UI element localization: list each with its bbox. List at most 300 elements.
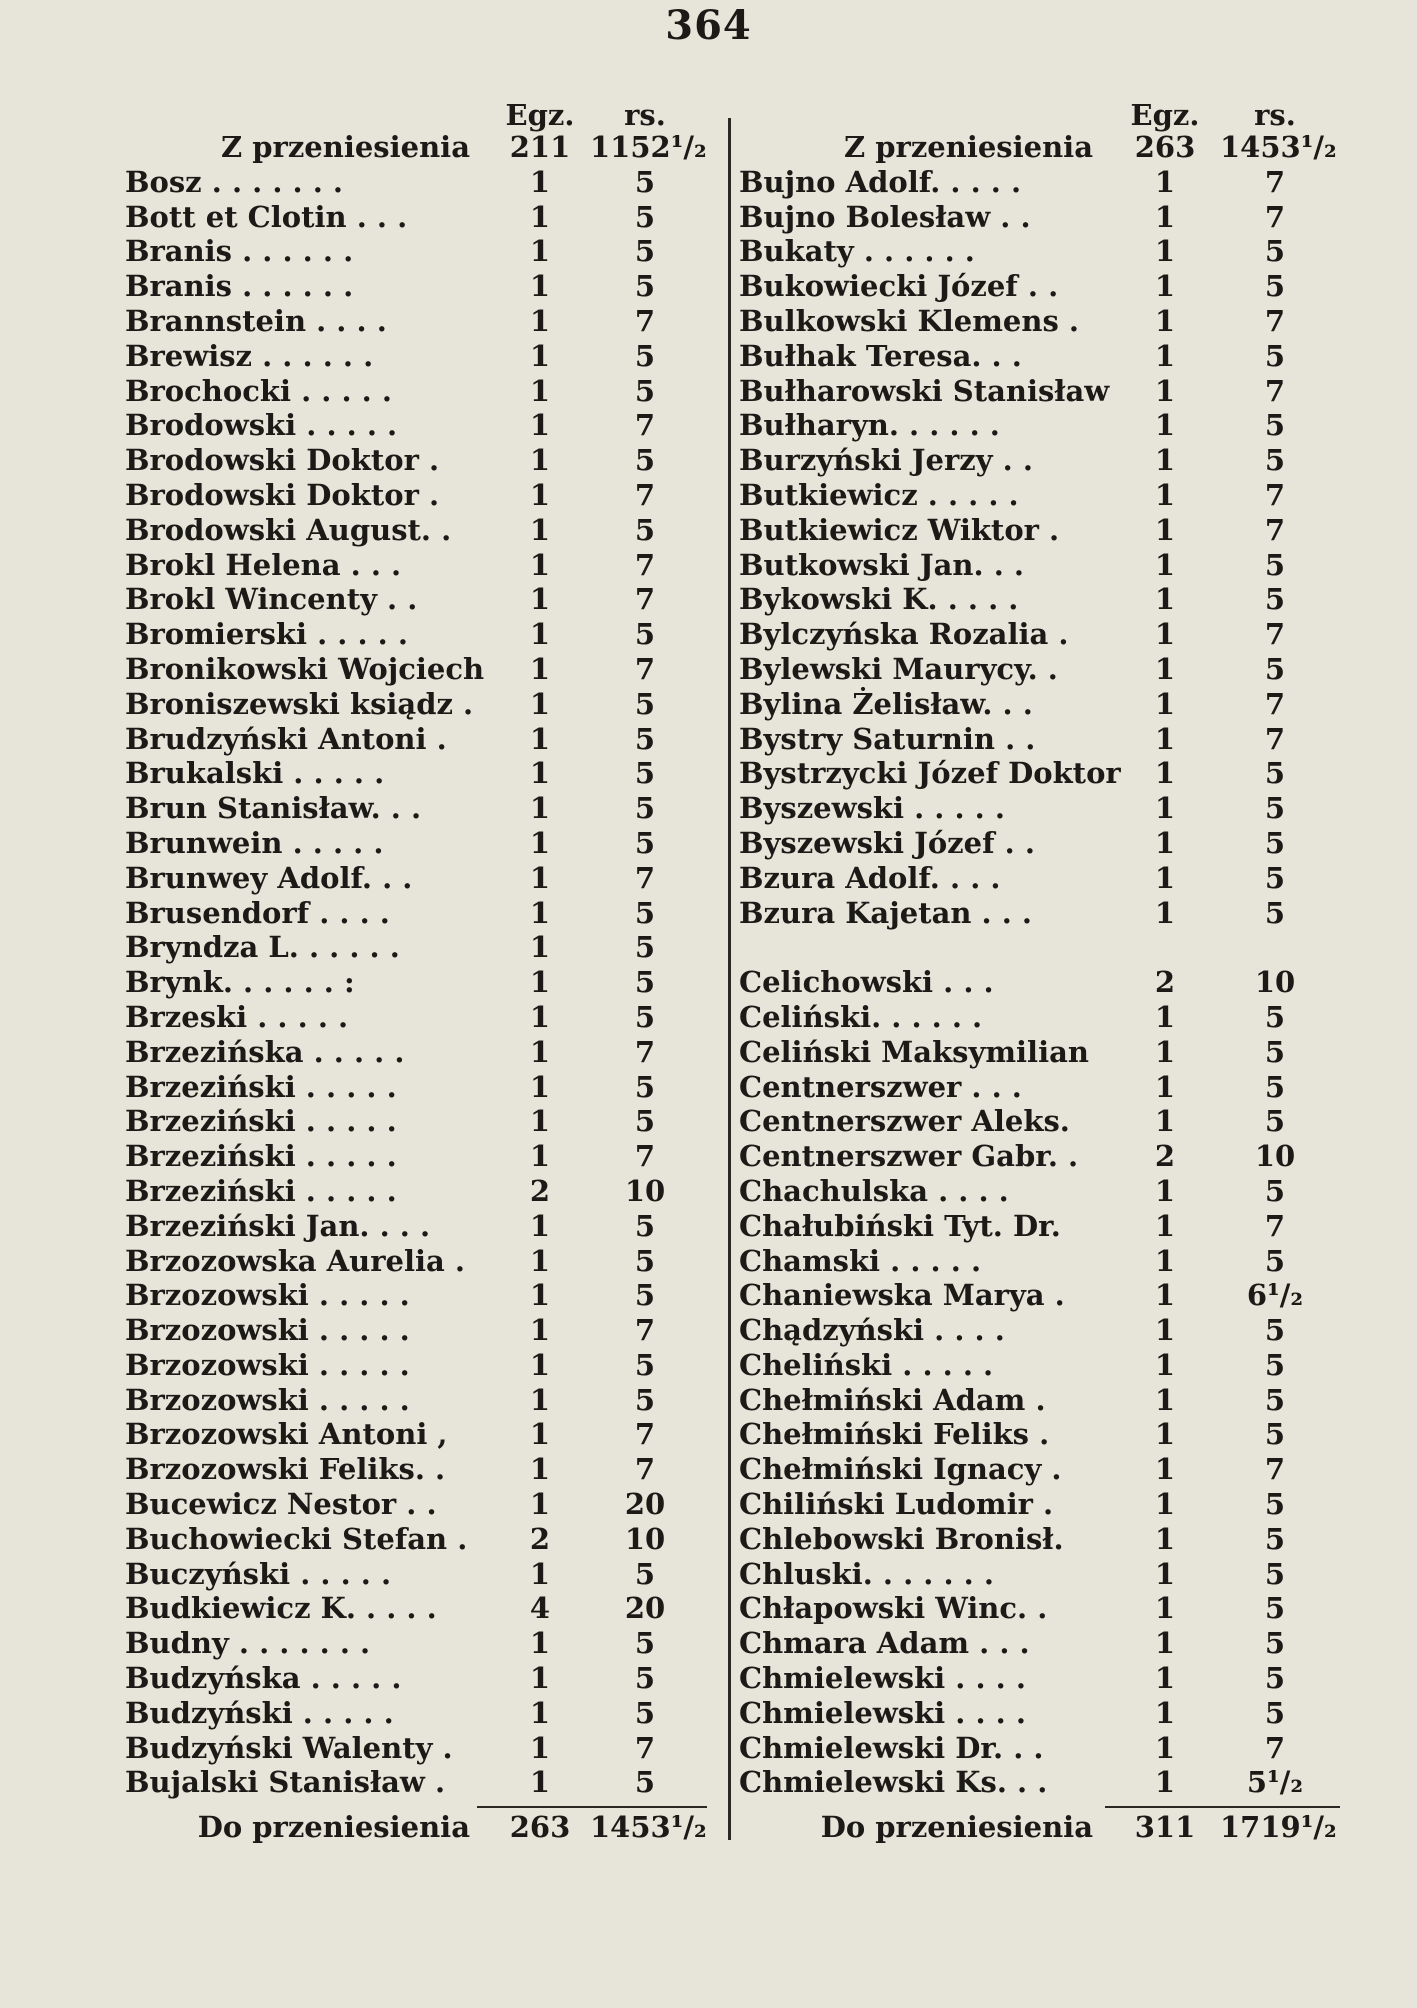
amount-rubles: 5 xyxy=(634,373,656,408)
copies-count: 1 xyxy=(1154,1173,1176,1208)
copies-count: 4 xyxy=(529,1591,551,1626)
subscriber-name: Bułharyn. . . . . . xyxy=(739,408,1000,443)
carry-in-row xyxy=(105,130,735,165)
amount-rubles: 5 xyxy=(1264,1556,1286,1591)
copies-count: 1 xyxy=(1154,651,1176,686)
subscriber-row xyxy=(105,374,735,409)
subscriber-row xyxy=(735,1174,1365,1209)
amount-rubles: 5 xyxy=(1264,1695,1286,1730)
amount-rubles: 5 xyxy=(1264,338,1286,373)
subscriber-row xyxy=(105,617,735,652)
subscriber-name: Brannstein . . . . xyxy=(125,303,387,338)
amount-rubles: 7 xyxy=(1264,617,1286,652)
subscriber-row xyxy=(105,1278,735,1313)
copies-count: 1 xyxy=(529,1695,551,1730)
subscriber-name: Chamski . . . . . xyxy=(739,1243,982,1278)
subscriber-row xyxy=(735,1522,1365,1557)
amount-rubles: 5 xyxy=(634,895,656,930)
copies-count: 1 xyxy=(1154,443,1176,478)
subscriber-name: Bosz . . . . . . . xyxy=(125,164,343,199)
subscriber-name: Brodowski Doktor . xyxy=(125,477,440,512)
total-rule xyxy=(1105,1806,1340,1808)
subscriber-row xyxy=(105,1452,735,1487)
copies-count: 1 xyxy=(1154,1521,1176,1556)
subscriber-row xyxy=(105,1174,735,1209)
subscriber-row xyxy=(105,478,735,513)
copies-count: 1 xyxy=(529,1556,551,1591)
copies-count: 1 xyxy=(1154,860,1176,895)
subscriber-name: Bukowiecki Józef . . xyxy=(739,269,1059,304)
copies-count: 1 xyxy=(529,1069,551,1104)
copies-count: 1 xyxy=(1154,791,1176,826)
copies-count: 1 xyxy=(1154,825,1176,860)
copies-count: 1 xyxy=(529,443,551,478)
subscriber-name: Brzeziński . . . . . xyxy=(125,1069,397,1104)
copies-count: 1 xyxy=(529,651,551,686)
total-rule xyxy=(477,1806,707,1808)
subscriber-name: Budny . . . . . . . xyxy=(125,1626,371,1661)
copies-count: 1 xyxy=(529,1104,551,1139)
subscriber-row xyxy=(735,304,1365,339)
amount-rubles: 5 xyxy=(1264,1626,1286,1661)
subscriber-name: Butkiewicz Wiktor . xyxy=(739,512,1060,547)
subscriber-row xyxy=(735,1557,1365,1592)
subscriber-row xyxy=(735,617,1365,652)
amount-rubles: 7 xyxy=(1264,164,1286,199)
amount-rubles: 7 xyxy=(1264,373,1286,408)
amount-rubles: 6¹/₂ xyxy=(1246,1278,1304,1313)
amount-rubles: 7 xyxy=(634,547,656,582)
amount-rubles: 20 xyxy=(624,1487,666,1522)
carry-in-egz: 211 xyxy=(509,130,571,164)
subscriber-name: Chmielewski . . . . xyxy=(739,1661,1026,1696)
subscriber-name: Bułhak Teresa. . . xyxy=(739,338,1022,373)
amount-rubles: 5 xyxy=(634,1104,656,1139)
subscriber-row xyxy=(735,1000,1365,1035)
copies-count: 1 xyxy=(529,1243,551,1278)
subscriber-row xyxy=(735,582,1365,617)
copies-count: 1 xyxy=(529,860,551,895)
subscriber-name: Buczyński . . . . . xyxy=(125,1556,392,1591)
amount-rubles: 5 xyxy=(1264,1104,1286,1139)
subscriber-name: Budkiewicz K. . . . . xyxy=(125,1591,437,1626)
amount-rubles: 7 xyxy=(1264,1208,1286,1243)
subscriber-row xyxy=(105,1557,735,1592)
amount-rubles: 5 xyxy=(634,791,656,826)
copies-count: 1 xyxy=(529,303,551,338)
subscriber-row xyxy=(735,269,1365,304)
amount-rubles: 5 xyxy=(1264,825,1286,860)
subscriber-row xyxy=(735,1104,1365,1139)
amount-rubles: 5 xyxy=(634,338,656,373)
subscriber-name: Budzyński Walenty . xyxy=(125,1730,453,1765)
column-header xyxy=(105,100,735,130)
subscriber-name: Burzyński Jerzy . . xyxy=(739,443,1033,478)
copies-count: 2 xyxy=(1154,965,1176,1000)
carry-in-rs: 1453¹/₂ xyxy=(1220,130,1337,164)
subscriber-name: Bzura Adolf. . . . xyxy=(739,860,1001,895)
subscriber-row xyxy=(105,1139,735,1174)
subscriber-row xyxy=(735,756,1365,791)
copies-count: 1 xyxy=(529,930,551,965)
subscriber-row xyxy=(735,408,1365,443)
subscriber-name: Bystry Saturnin . . xyxy=(739,721,1036,756)
subscriber-name: Bujno Adolf. . . . . xyxy=(739,164,1022,199)
subscriber-row xyxy=(105,1626,735,1661)
subscriber-row xyxy=(735,1626,1365,1661)
subscriber-row xyxy=(105,652,735,687)
copies-count: 1 xyxy=(1154,1104,1176,1139)
subscriber-row xyxy=(105,1661,735,1696)
subscriber-row xyxy=(735,1209,1365,1244)
subscriber-row xyxy=(735,165,1365,200)
subscriber-row xyxy=(735,1487,1365,1522)
copies-count: 1 xyxy=(529,1313,551,1348)
copies-count: 1 xyxy=(529,895,551,930)
copies-count: 1 xyxy=(529,408,551,443)
subscriber-row xyxy=(105,965,735,1000)
copies-count: 2 xyxy=(1154,1139,1176,1174)
amount-rubles: 5 xyxy=(1264,1173,1286,1208)
subscriber-row xyxy=(105,687,735,722)
copies-count: 1 xyxy=(1154,756,1176,791)
amount-rubles: 5 xyxy=(1264,408,1286,443)
subscriber-name: Chmara Adam . . . xyxy=(739,1626,1030,1661)
amount-rubles: 5 xyxy=(634,1278,656,1313)
amount-rubles: 10 xyxy=(1254,965,1296,1000)
amount-rubles: 7 xyxy=(634,1730,656,1765)
copies-count: 1 xyxy=(1154,338,1176,373)
carry-out-egz: 263 xyxy=(509,1810,571,1845)
amount-rubles: 7 xyxy=(1264,1452,1286,1487)
subscriber-name: Brzozowski . . . . . xyxy=(125,1347,410,1382)
copies-count: 1 xyxy=(529,617,551,652)
amount-rubles: 7 xyxy=(634,651,656,686)
subscriber-name: Centnerszwer . . . xyxy=(739,1069,1022,1104)
subscriber-name: Budzyńska . . . . . xyxy=(125,1661,402,1696)
amount-rubles: 5 xyxy=(1264,1347,1286,1382)
copies-count: 1 xyxy=(1154,1382,1176,1417)
amount-rubles: 7 xyxy=(1264,721,1286,756)
amount-rubles: 5 xyxy=(634,269,656,304)
subscriber-row xyxy=(735,513,1365,548)
amount-rubles: 7 xyxy=(1264,512,1286,547)
amount-rubles: 5 xyxy=(634,512,656,547)
subscriber-name: Chełmiński Adam . xyxy=(739,1382,1046,1417)
copies-count: 1 xyxy=(1154,199,1176,234)
rs-header: rs. xyxy=(624,98,666,132)
subscriber-row xyxy=(735,930,1365,965)
subscriber-name: Chluski. . . . . . . xyxy=(739,1556,994,1591)
subscriber-row xyxy=(735,200,1365,235)
subscriber-name: Bułharowski Stanisław xyxy=(739,373,1110,408)
subscriber-row xyxy=(105,1731,735,1766)
carry-out-rs: 1719¹/₂ xyxy=(1220,1810,1337,1845)
subscriber-name: Brzozowski . . . . . xyxy=(125,1278,410,1313)
amount-rubles: 7 xyxy=(634,582,656,617)
amount-rubles: 5 xyxy=(1264,269,1286,304)
subscriber-row xyxy=(105,722,735,757)
copies-count: 1 xyxy=(529,1452,551,1487)
copies-count: 1 xyxy=(529,477,551,512)
amount-rubles: 5 xyxy=(634,1347,656,1382)
subscriber-row xyxy=(735,1348,1365,1383)
carry-in-row xyxy=(735,130,1365,165)
carry-out-egz: 311 xyxy=(1134,1810,1196,1845)
subscriber-name: Celiński Maksymilian xyxy=(739,1034,1089,1069)
subscriber-name: Budzyński . . . . . xyxy=(125,1695,394,1730)
copies-count: 1 xyxy=(529,1208,551,1243)
copies-count: 1 xyxy=(529,199,551,234)
copies-count: 1 xyxy=(529,1417,551,1452)
subscriber-name: Brudzyński Antoni . xyxy=(125,721,447,756)
subscriber-name: Chaniewska Marya . xyxy=(739,1278,1065,1313)
subscriber-row xyxy=(735,896,1365,931)
subscriber-name: Chiliński Ludomir . xyxy=(739,1487,1054,1522)
subscriber-name: Brzeziński . . . . . xyxy=(125,1104,397,1139)
subscriber-row xyxy=(735,374,1365,409)
amount-rubles: 7 xyxy=(634,1139,656,1174)
copies-count: 1 xyxy=(1154,1243,1176,1278)
copies-count: 1 xyxy=(529,721,551,756)
amount-rubles: 5 xyxy=(1264,1313,1286,1348)
amount-rubles: 5 xyxy=(1264,895,1286,930)
amount-rubles: 5 xyxy=(1264,791,1286,826)
amount-rubles: 20 xyxy=(624,1591,666,1626)
copies-count: 1 xyxy=(1154,1661,1176,1696)
subscriber-row xyxy=(105,1696,735,1731)
subscriber-row xyxy=(735,548,1365,583)
amount-rubles: 5 xyxy=(634,1382,656,1417)
column-header xyxy=(735,100,1365,130)
subscriber-name: Chełmiński Ignacy . xyxy=(739,1452,1062,1487)
amount-rubles: 10 xyxy=(624,1521,666,1556)
subscriber-name: Bukaty . . . . . . xyxy=(739,234,975,269)
subscriber-name: Brunwey Adolf. . . xyxy=(125,860,413,895)
amount-rubles: 5 xyxy=(1264,1382,1286,1417)
amount-rubles: 7 xyxy=(634,408,656,443)
copies-count: 1 xyxy=(1154,1347,1176,1382)
amount-rubles: 5 xyxy=(634,199,656,234)
copies-count: 1 xyxy=(1154,582,1176,617)
copies-count: 1 xyxy=(1154,1278,1176,1313)
subscriber-name: Brodowski Doktor . xyxy=(125,443,440,478)
subscriber-name: Brynk. . . . . . : xyxy=(125,965,355,1000)
amount-rubles: 5 xyxy=(1264,1034,1286,1069)
carry-out-row xyxy=(735,1806,1365,1845)
copies-count: 1 xyxy=(1154,373,1176,408)
page-number: 364 xyxy=(665,2,752,49)
subscriber-row xyxy=(735,1452,1365,1487)
amount-rubles: 5 xyxy=(634,965,656,1000)
subscriber-row xyxy=(105,408,735,443)
copies-count: 1 xyxy=(529,373,551,408)
subscriber-name: Centnerszwer Gabr. . xyxy=(739,1139,1079,1174)
amount-rubles: 5 xyxy=(634,1243,656,1278)
amount-rubles: 5 xyxy=(1264,1591,1286,1626)
subscriber-name: Brzeziński . . . . . xyxy=(125,1139,397,1174)
subscriber-name: Cheliński . . . . . xyxy=(739,1347,994,1382)
subscriber-name: Bryndza L. . . . . . xyxy=(125,930,400,965)
carry-in-rs: 1152¹/₂ xyxy=(590,130,707,164)
subscriber-name: Bucewicz Nestor . . xyxy=(125,1487,437,1522)
right-column xyxy=(735,98,1365,1845)
copies-count: 2 xyxy=(529,1521,551,1556)
copies-count: 1 xyxy=(1154,1452,1176,1487)
subscriber-name: Brzozowski Feliks. . xyxy=(125,1452,446,1487)
copies-count: 1 xyxy=(1154,895,1176,930)
subscriber-name: Chełmiński Feliks . xyxy=(739,1417,1050,1452)
copies-count: 1 xyxy=(529,512,551,547)
copies-count: 1 xyxy=(1154,1208,1176,1243)
amount-rubles: 5 xyxy=(634,617,656,652)
subscriber-row xyxy=(735,1244,1365,1279)
copies-count: 1 xyxy=(529,338,551,373)
copies-count: 2 xyxy=(529,1173,551,1208)
copies-count: 1 xyxy=(529,1487,551,1522)
subscriber-row xyxy=(105,269,735,304)
amount-rubles: 7 xyxy=(634,477,656,512)
subscriber-name: Brzeski . . . . . xyxy=(125,999,349,1034)
amount-rubles: 7 xyxy=(634,1417,656,1452)
subscriber-row xyxy=(105,1522,735,1557)
subscriber-row xyxy=(105,1070,735,1105)
amount-rubles: 7 xyxy=(1264,199,1286,234)
subscriber-row xyxy=(735,1139,1365,1174)
subscriber-name: Brewisz . . . . . . xyxy=(125,338,374,373)
amount-rubles: 10 xyxy=(1254,1139,1296,1174)
subscriber-row xyxy=(735,1070,1365,1105)
subscriber-row xyxy=(105,1591,735,1626)
copies-count: 1 xyxy=(529,756,551,791)
subscriber-name: Chlebowski Bronisł. xyxy=(739,1521,1064,1556)
amount-rubles: 5 xyxy=(1264,999,1286,1034)
copies-count: 1 xyxy=(1154,1765,1176,1800)
copies-count: 1 xyxy=(529,965,551,1000)
subscriber-name: Brukalski . . . . . xyxy=(125,756,385,791)
subscriber-row xyxy=(105,826,735,861)
copies-count: 1 xyxy=(529,1139,551,1174)
subscriber-row xyxy=(105,582,735,617)
subscriber-name: Bykowski K. . . . . xyxy=(739,582,1019,617)
copies-count: 1 xyxy=(529,1347,551,1382)
amount-rubles: 5 xyxy=(634,164,656,199)
subscriber-name: Brokl Wincenty . . xyxy=(125,582,418,617)
subscriber-name: Chmielewski Dr. . . xyxy=(739,1730,1044,1765)
amount-rubles: 5 xyxy=(634,756,656,791)
carry-in-egz: 263 xyxy=(1134,130,1196,164)
amount-rubles: 5 xyxy=(1264,1243,1286,1278)
subscriber-name: Centnerszwer Aleks. xyxy=(739,1104,1070,1139)
amount-rubles: 5 xyxy=(1264,1417,1286,1452)
subscriber-row xyxy=(105,1035,735,1070)
subscriber-name: Brodowski . . . . . xyxy=(125,408,398,443)
amount-rubles: 7 xyxy=(634,1034,656,1069)
amount-rubles: 5 xyxy=(634,686,656,721)
carry-out-label: Do przeniesienia xyxy=(820,1810,1093,1845)
rs-header: rs. xyxy=(1254,98,1296,132)
subscriber-row xyxy=(735,861,1365,896)
subscriber-row xyxy=(735,826,1365,861)
subscriber-row xyxy=(735,478,1365,513)
subscriber-name: Byszewski Józef . . xyxy=(739,825,1035,860)
subscriber-name: Brzozowski . . . . . xyxy=(125,1313,410,1348)
subscriber-row xyxy=(105,1313,735,1348)
subscriber-row xyxy=(105,896,735,931)
subscriber-name: Brzozowski . . . . . xyxy=(125,1382,410,1417)
carry-out-row xyxy=(105,1806,735,1845)
amount-rubles: 5 xyxy=(1264,860,1286,895)
copies-count: 1 xyxy=(1154,999,1176,1034)
copies-count: 1 xyxy=(1154,1487,1176,1522)
subscriber-name: Brzozowski Antoni , xyxy=(125,1417,448,1452)
subscriber-row xyxy=(735,791,1365,826)
subscriber-row xyxy=(105,1244,735,1279)
copies-count: 1 xyxy=(529,825,551,860)
subscriber-row xyxy=(105,443,735,478)
subscriber-name: Chałubiński Tyt. Dr. xyxy=(739,1208,1061,1243)
copies-count: 1 xyxy=(529,1278,551,1313)
amount-rubles: 5¹/₂ xyxy=(1246,1765,1304,1800)
subscriber-row xyxy=(735,339,1365,374)
subscriber-row xyxy=(105,548,735,583)
amount-rubles: 7 xyxy=(634,860,656,895)
subscriber-row xyxy=(105,200,735,235)
amount-rubles: 5 xyxy=(1264,651,1286,686)
copies-count: 1 xyxy=(529,1765,551,1800)
left-column xyxy=(105,98,735,1845)
amount-rubles: 5 xyxy=(634,443,656,478)
subscriber-row xyxy=(105,1104,735,1139)
egz-header: Egz. xyxy=(505,98,575,132)
subscriber-row xyxy=(735,1696,1365,1731)
subscriber-row xyxy=(105,165,735,200)
amount-rubles: 7 xyxy=(634,1313,656,1348)
subscriber-name: Broniszewski ksiądz . xyxy=(125,686,474,721)
subscriber-name: Brzeziński Jan. . . . xyxy=(125,1208,431,1243)
subscriber-row xyxy=(735,1313,1365,1348)
subscriber-name: Brodowski August. . xyxy=(125,512,452,547)
copies-count: 1 xyxy=(1154,1626,1176,1661)
subscriber-row xyxy=(735,652,1365,687)
copies-count: 1 xyxy=(1154,408,1176,443)
amount-rubles: 5 xyxy=(634,234,656,269)
subscriber-name: Branis . . . . . . xyxy=(125,234,354,269)
amount-rubles: 5 xyxy=(1264,582,1286,617)
subscriber-row xyxy=(105,1000,735,1035)
subscriber-row xyxy=(735,722,1365,757)
subscriber-name: Byszewski . . . . . xyxy=(739,791,1005,826)
subscriber-name: Bott et Clotin . . . xyxy=(125,199,408,234)
amount-rubles: 7 xyxy=(634,303,656,338)
copies-count: 1 xyxy=(1154,1034,1176,1069)
copies-count: 1 xyxy=(529,686,551,721)
amount-rubles: 5 xyxy=(634,930,656,965)
subscriber-name: Brunwein . . . . . xyxy=(125,825,384,860)
subscriber-row xyxy=(105,1348,735,1383)
amount-rubles: 5 xyxy=(634,721,656,756)
amount-rubles: 5 xyxy=(1264,1487,1286,1522)
copies-count: 1 xyxy=(1154,1313,1176,1348)
subscriber-row xyxy=(735,1383,1365,1418)
subscriber-row xyxy=(105,1487,735,1522)
amount-rubles: 5 xyxy=(1264,234,1286,269)
subscriber-name: Buchowiecki Stefan . xyxy=(125,1521,468,1556)
amount-rubles: 5 xyxy=(634,999,656,1034)
subscriber-row xyxy=(105,339,735,374)
amount-rubles: 5 xyxy=(634,1626,656,1661)
copies-count: 1 xyxy=(529,1382,551,1417)
